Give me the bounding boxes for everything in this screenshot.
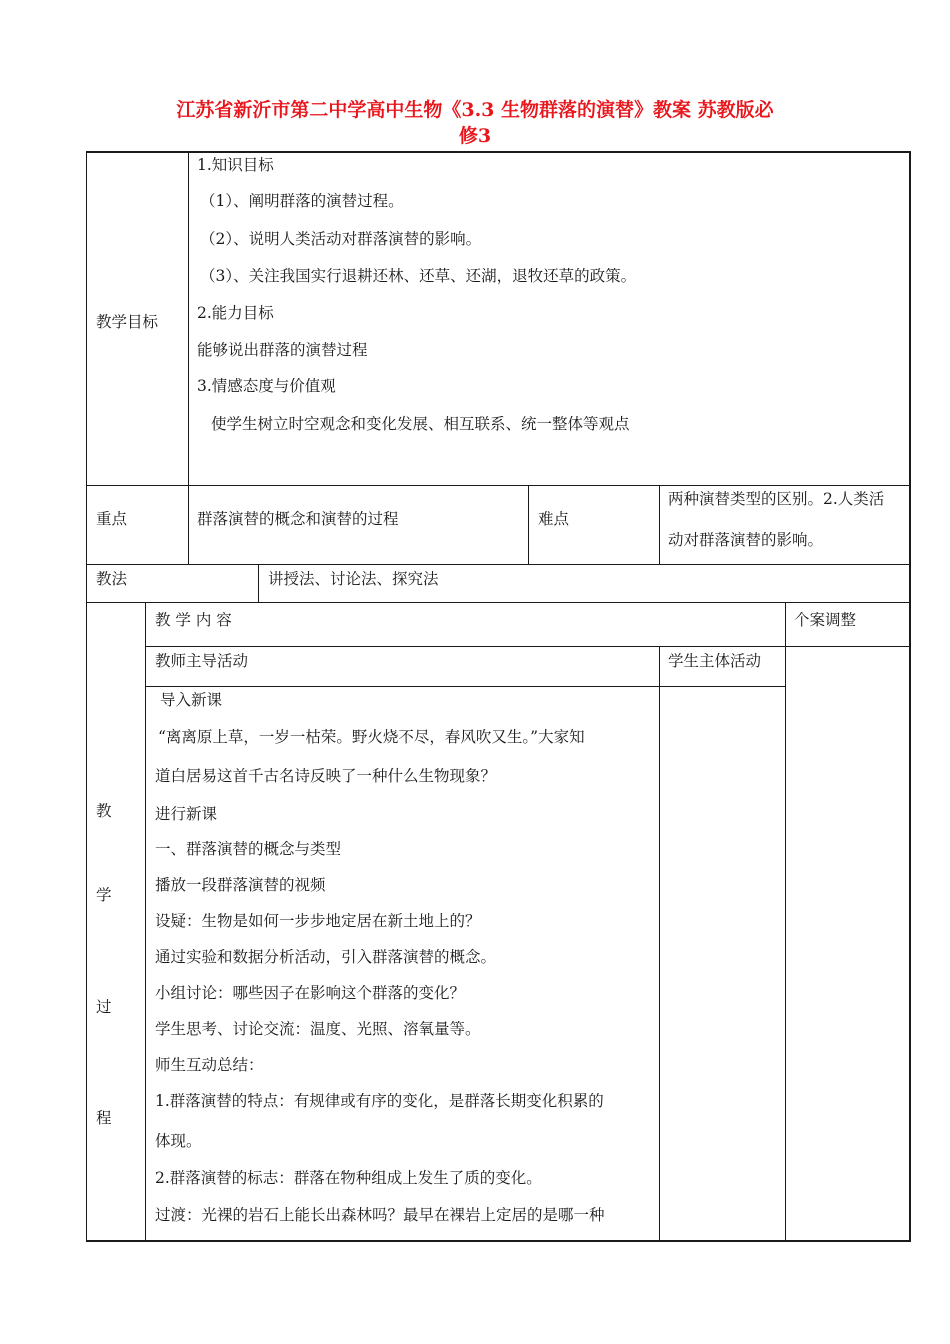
objective-line: （3）、关注我国实行退耕还林、还草、还湖，退牧还草的政策。 [200,267,637,285]
content-header: 教 学 内 容 [155,611,232,629]
table-border-left [86,151,87,1242]
process-side-char: 过 [96,998,112,1016]
student-activity-header: 学生主体活动 [668,652,762,670]
table-border-right [909,151,911,1242]
row-divider [145,686,785,687]
row-divider [86,602,911,603]
objective-line: 能够说出群落的演替过程 [197,341,368,359]
process-line: 1.群落演替的特点：有规律或有序的变化，是群落长期变化积累的 [155,1092,604,1110]
process-line: 体现。 [155,1132,202,1150]
process-line: 一、群落演替的概念与类型 [155,840,342,858]
adjust-header: 个案调整 [794,611,857,629]
process-line: 进行新课 [155,805,218,823]
process-line: 导入新课 [160,691,223,709]
process-line: “离离原上草，一岁一枯荣。野火烧不尽，春风吹又生。”大家知 [158,728,585,746]
process-line: 道白居易这首千古名诗反映了一种什么生物现象？ [155,767,497,785]
col-divider [258,564,259,602]
objective-line: 使学生树立时空观念和变化发展、相互联系、统一整体等观点 [211,415,630,433]
table-border-top [86,151,911,153]
process-side-char: 程 [96,1109,112,1127]
process-line: 2.群落演替的标志：群落在物种组成上发生了质的变化。 [155,1169,542,1187]
teacher-activity-header: 教师主导活动 [155,652,249,670]
col-divider [659,646,660,1242]
objective-line: （1）、阐明群落的演替过程。 [200,192,404,210]
table-border-bottom [86,1240,911,1242]
col-divider [188,151,189,564]
col-divider [785,602,786,1242]
objective-line: 2.能力目标 [197,304,274,322]
col-divider [528,485,529,564]
process-line: 播放一段群落演替的视频 [155,876,326,894]
objective-line: 3.情感态度与价值观 [197,377,336,395]
col-divider [145,602,146,1242]
row-divider [86,485,911,486]
process-line: 设疑：生物是如何一步步地定居在新土地上的？ [155,912,481,930]
method-label: 教法 [96,570,128,588]
row-divider [86,564,911,565]
process-line: 师生互动总结： [155,1056,264,1074]
difficulty-content-line-2: 动对群落演替的影响。 [668,531,824,549]
objectives-label: 教学目标 [96,313,159,331]
method-content: 讲授法、讨论法、探究法 [268,570,439,588]
process-side-char: 学 [96,886,112,904]
process-line: 通过实验和数据分析活动，引入群落演替的概念。 [155,948,497,966]
key-points-label: 重点 [96,510,128,528]
row-divider [145,646,911,647]
process-line: 小组讨论：哪些因子在影响这个群落的变化？ [155,984,466,1002]
difficulty-label: 难点 [538,510,570,528]
process-line: 过渡：光裸的岩石上能长出森林吗？最早在裸岩上定居的是哪一种 [155,1206,605,1224]
process-line: 学生思考、讨论交流：温度、光照、溶氧量等。 [155,1020,481,1038]
objective-line: （2）、说明人类活动对群落演替的影响。 [200,230,482,248]
difficulty-content-line-1: 两种演替类型的区别。2.人类活 [668,490,885,508]
page-title-line-1: 江苏省新沂市第二中学高中生物《3.3 生物群落的演替》教案 苏教版必 [176,99,774,121]
process-side-char: 教 [96,802,112,820]
col-divider [659,485,660,564]
page-title-line-2: 修3 [458,125,492,147]
objective-line: 1.知识目标 [197,156,274,174]
key-points-content: 群落演替的概念和演替的过程 [197,510,399,528]
